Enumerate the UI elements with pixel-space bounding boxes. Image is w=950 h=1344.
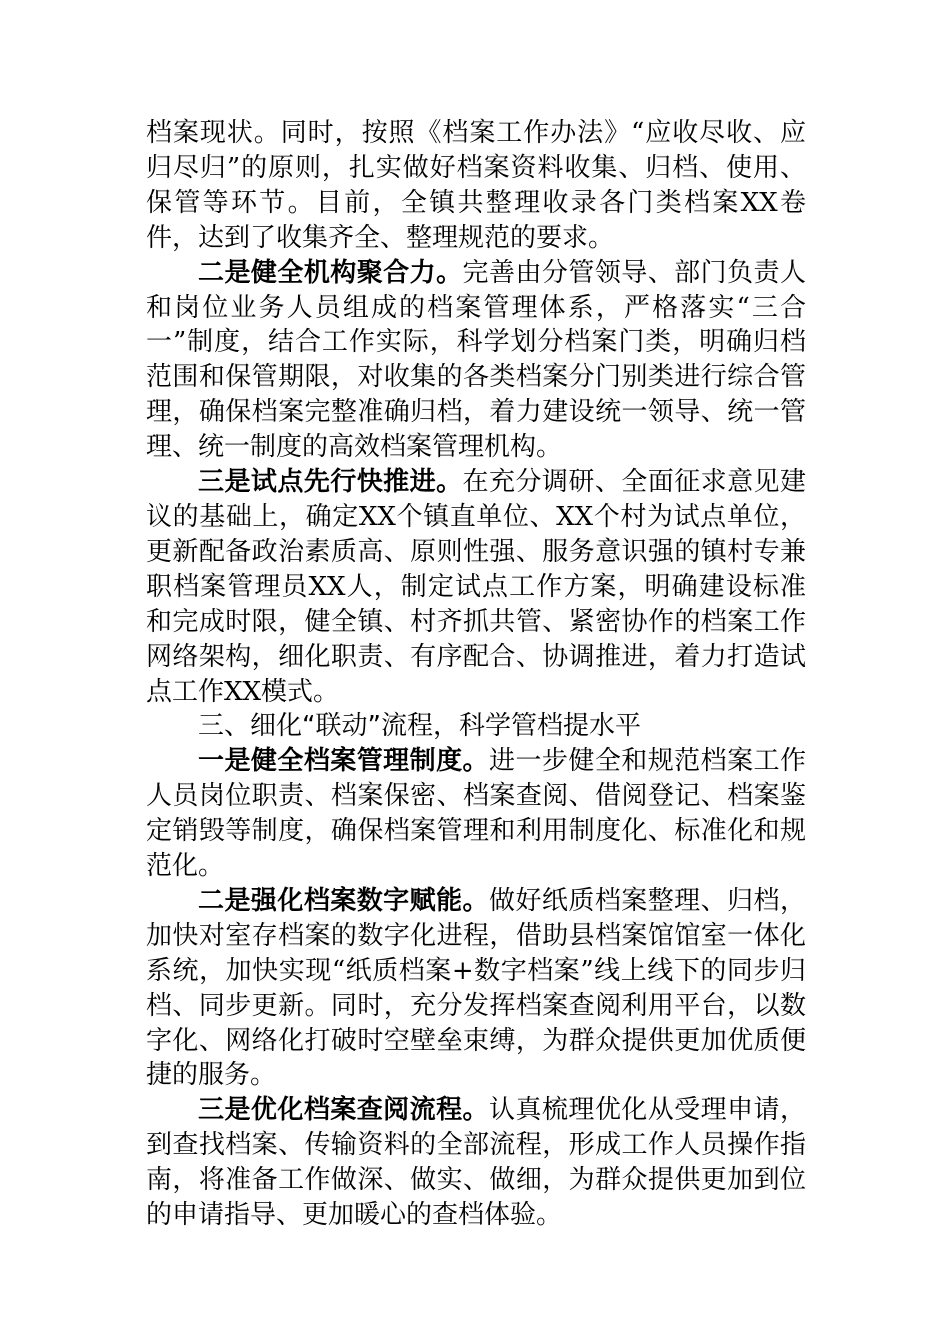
paragraph-management-system (146, 744, 806, 884)
paragraph-institution (146, 256, 806, 465)
paragraph-lead: 一是健全档案管理制度。 (198, 746, 489, 777)
paragraph-lead: 三是优化档案查阅流程。 (198, 1095, 489, 1126)
paragraph-text: 在充分调研、全面征求意见建议的基础上，确定XX个镇直单位、XX个村为试点单位，更新配备政治素质高、原则性强、服务意识强的镇村专兼职档案管理员XX人，制定试点工作方案，明确建设标准和完成时限，健全镇、村齐抓共管、紧密协作的档案工作网络架构，细化职责、有序配合、协调推进，着力打造试点工作XX模式。 (146, 467, 806, 707)
paragraph-text: 认真梳理优化从受理申请，到查找档案、传输资料的全部流程，形成工作人员操作指南，将准备工作做深、做实、做细，为群众提供更加到位的申请指导、更加暖心的查档体验。 (146, 1095, 806, 1231)
paragraph-lead: 二是健全机构聚合力。 (198, 257, 463, 288)
paragraph-text: 进一步健全和规范档案工作人员岗位职责、档案保密、档案查阅、借阅登记、档案鉴定销毁等制度，确保档案管理和利用制度化、标准化和规范化。 (146, 746, 806, 882)
paragraph-archive-status (146, 116, 806, 256)
paragraph-text: 做好纸质档案整理、归档，加快对室存档案的数字化进程，借助县档案馆馆室一体化系统，加快实现“纸质档案+数字档案”线上线下的同步归档、同步更新。同时，充分发挥档案查阅利用平台，以数字化、网络化打破时空壁垒束缚，为群众提供更加优质便捷的服务。 (146, 885, 806, 1091)
paragraph-pilot (146, 465, 806, 709)
paragraph-text: 档案现状。同时，按照《档案工作办法》“应收尽收、应归尽归”的原则，扎实做好档案资料收集、归档、使用、保管等环节。目前，全镇共整理收录各门类档案XX卷件，达到了收集齐全、整理规范的要求。 (146, 118, 806, 253)
section-heading: 三、细化“联动”流程，科学管档提水平 (198, 711, 641, 742)
paragraph-lead: 三是试点先行快推进。 (198, 467, 463, 498)
paragraph-query-process (146, 1093, 806, 1233)
paragraph-lead: 二是强化档案数字赋能。 (198, 885, 489, 916)
paragraph-text: 完善由分管领导、部门负责人和岗位业务人员组成的档案管理体系，严格落实“三合一”制度，结合工作实际，科学划分档案门类，明确归档范围和保管期限，对收集的各类档案分门别类进行综合管理，确保档案完整准确归档，着力建设统一领导、统一管理、统一制度的高效档案管理机构。 (146, 257, 806, 463)
document-body (146, 116, 806, 1233)
paragraph-digital (146, 884, 806, 1093)
